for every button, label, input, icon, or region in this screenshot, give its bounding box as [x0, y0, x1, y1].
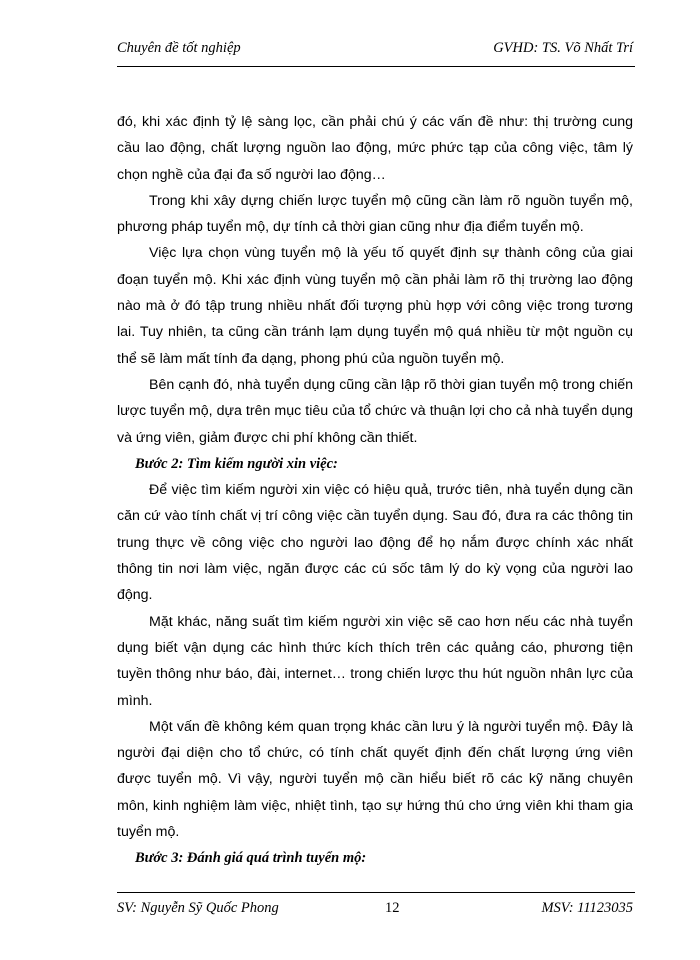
body-paragraph: Việc lựa chọn vùng tuyển mộ là yếu tố quyết định sự thành công của giai đoạn tuyển mộ. Khi xác định vùng tuyển mộ cần phải làm rõ thị trường lao động nào mà ở đó tập trung nhiều nhất đối tượng phù hợp với công việc trong tương lai. Tuy nhiên, ta cũng cần tránh lạm dụng tuyển mộ quá nhiều từ một nguồn cụ thể sẽ làm mất tính đa dạng, phong phú của nguồn tuyển mộ. [117, 245, 633, 367]
page-number: 12 [385, 900, 400, 916]
body-paragraph: Để việc tìm kiếm người xin việc có hiệu quả, trước tiên, nhà tuyển dụng cần căn cứ vào tính chất vị trí công việc cần tuyển dụng. Sau đó, đưa ra các thông tin trung thực về công việc cho người lao động để họ nắm được chính xác nhất thông tin nơi làm việc, ngăn được các cú sốc tâm lý do kỳ vọng của người lao động. [117, 482, 633, 604]
body-paragraph: Một vấn đề không kém quan trọng khác cần lưu ý là người tuyển mộ. Đây là người đại diện cho tổ chức, có tính chất quyết định đến chất lượng ứng viên được tuyển mộ. Vì vậy, người tuyển mộ cần hiểu biết rõ các kỹ năng chuyên môn, kinh nghiệm làm việc, nhiệt tình, tạo sự hứng thú cho ứng viên khi tham gia tuyển mộ. [117, 718, 633, 841]
header-title: Chuyên đề tốt nghiệp [117, 40, 241, 56]
header-advisor: GVHD: TS. Võ Nhất Trí [493, 40, 633, 56]
body-paragraph: Bên cạnh đó, nhà tuyển dụng cũng cần lập rõ thời gian tuyển mộ trong chiến lược tuyển mộ, dựa trên mục tiêu của tổ chức và thuận lợi cho cả nhà tuyển dụng và ứng viên, giảm được chi phí không cần thiết. [117, 376, 633, 446]
header-divider [117, 66, 635, 67]
step-heading: Bước 3: Đánh giá quá trình tuyển mộ: [135, 850, 367, 867]
page-footer [117, 900, 633, 917]
body-paragraph: đó, khi xác định tỷ lệ sàng lọc, cần phải chú ý các vấn đề như: thị trường cung cầu lao động, chất lượng nguồn lao động, mức phức tạp của công việc, tâm lý chọn nghề của đại đa số người lao động… [117, 114, 633, 183]
footer-student-id: MSV: 11123035 [541, 900, 633, 916]
body-paragraph: Mặt khác, năng suất tìm kiếm người xin việc sẽ cao hơn nếu các nhà tuyển dụng biết vận dụng các hình thức kích thích trên các quảng cáo, phương tiện tuyền thông như báo, đài, internet… trong chiến lược thu hút nguồn nhân lực của mình. [117, 613, 633, 709]
footer-student: SV: Nguyễn Sỹ Quốc Phong [117, 900, 279, 916]
body-paragraph: Trong khi xây dựng chiến lược tuyển mộ cũng cần làm rõ nguồn tuyển mộ, phương pháp tuyển mộ, dự tính cả thời gian cũng như địa điểm tuyển mộ. [117, 192, 633, 236]
page-header [117, 40, 633, 57]
footer-divider [117, 892, 635, 893]
page-body [117, 109, 633, 872]
step-heading: Bước 2: Tìm kiếm người xin việc: [135, 455, 338, 472]
